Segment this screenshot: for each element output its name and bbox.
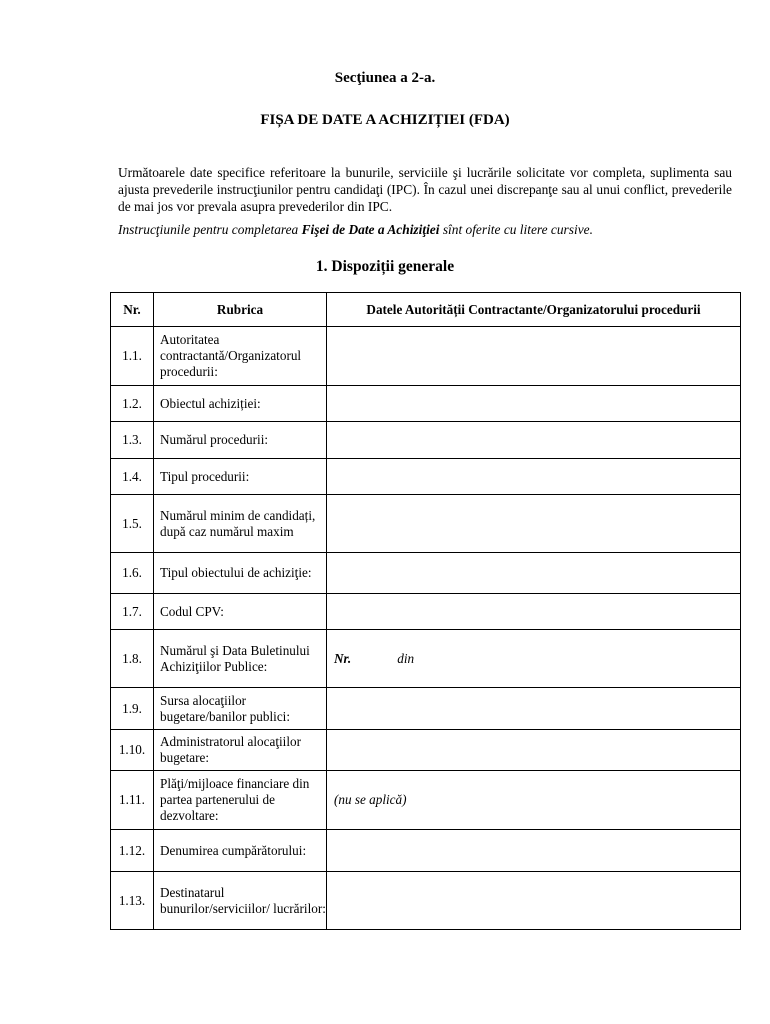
table-row xyxy=(111,872,741,930)
row-value[interactable] xyxy=(327,730,741,771)
row-label: Obiectul achiziției: xyxy=(154,386,327,422)
table-row xyxy=(111,830,741,872)
row-number: 1.3. xyxy=(111,422,154,459)
row-label: Numărul procedurii: xyxy=(154,422,327,459)
row-value[interactable] xyxy=(327,830,741,872)
row-number: 1.1. xyxy=(111,327,154,386)
row-number: 1.8. xyxy=(111,630,154,688)
table-row xyxy=(111,594,741,630)
table-row xyxy=(111,553,741,594)
row-label: Autoritatea contractantă/Organizatorul procedurii: xyxy=(154,327,327,386)
row-number: 1.11. xyxy=(111,771,154,830)
table-row xyxy=(111,730,741,771)
row-value[interactable] xyxy=(327,327,741,386)
row-label: Plăţi/mijloace financiare din partea partenerului de dezvoltare: xyxy=(154,771,327,830)
row-value[interactable] xyxy=(327,422,741,459)
row-label: Codul CPV: xyxy=(154,594,327,630)
row-number: 1.2. xyxy=(111,386,154,422)
table-row xyxy=(111,422,741,459)
row-label: Sursa alocaţiilor bugetare/banilor publici: xyxy=(154,688,327,730)
row-value[interactable] xyxy=(327,688,741,730)
row-value[interactable] xyxy=(327,459,741,495)
row-number: 1.13. xyxy=(111,872,154,930)
header-date: Datele Autorității Contractante/Organizatorului procedurii xyxy=(327,293,741,327)
header-nr: Nr. xyxy=(111,293,154,327)
row-value[interactable] xyxy=(327,594,741,630)
row-value[interactable] xyxy=(327,630,741,688)
row-value[interactable] xyxy=(327,495,741,553)
value-din-label: din xyxy=(397,650,415,666)
row-number: 1.4. xyxy=(111,459,154,495)
instructions-tail: sînt oferite cu litere cursive. xyxy=(439,222,593,237)
row-value[interactable]: (nu se aplică) xyxy=(327,771,741,830)
section-heading: 1. Dispoziții generale xyxy=(315,258,455,275)
table-row xyxy=(111,688,741,730)
table-row xyxy=(111,386,741,422)
table-row xyxy=(111,495,741,553)
row-number: 1.6. xyxy=(111,553,154,594)
row-number: 1.10. xyxy=(111,730,154,771)
row-value[interactable] xyxy=(327,872,741,930)
intro-paragraph: Următoarele date specifice referitoare la bunurile, serviciile şi lucrările solicitate vor completa, suplimenta sau ajusta prevederile instrucţiunilor pentru candidaţi (IPC). În cazul unei discrepanţe sau al unui conflict, prevederile de mai jos vor prevala asupra prevederilor din IPC. xyxy=(118,165,732,214)
instructions-text: Instrucţiunile pentru completarea xyxy=(118,222,302,237)
row-label: Denumirea cumpărătorului: xyxy=(154,830,327,872)
table-row xyxy=(111,459,741,495)
row-number: 1.12. xyxy=(111,830,154,872)
table-header-row xyxy=(111,293,741,327)
row-label: Numărul minim de candidați, după caz numărul maxim xyxy=(154,495,327,553)
header-rubrica: Rubrica xyxy=(154,293,327,327)
row-label: Numărul şi Data Buletinului Achiziţiilor Publice: xyxy=(154,630,327,688)
instructions-note xyxy=(118,222,738,238)
table-row xyxy=(111,630,741,688)
row-label: Tipul obiectului de achiziţie: xyxy=(154,553,327,594)
document-title: FIȘA DE DATE A ACHIZIȚIEI (FDA) xyxy=(260,112,510,128)
general-provisions-table xyxy=(110,292,741,930)
row-number: 1.7. xyxy=(111,594,154,630)
instructions-bold: Fişei de Date a Achiziţiei xyxy=(301,222,440,237)
row-label: Tipul procedurii: xyxy=(154,459,327,495)
value-nr-label: Nr. xyxy=(334,650,352,666)
row-value[interactable] xyxy=(327,553,741,594)
section-label: Secţiunea a 2-a. xyxy=(334,70,436,86)
row-number: 1.5. xyxy=(111,495,154,553)
row-label: Administratorul alocaţiilor bugetare: xyxy=(154,730,327,771)
table-row xyxy=(111,771,741,830)
row-number: 1.9. xyxy=(111,688,154,730)
table-row xyxy=(111,327,741,386)
row-value[interactable] xyxy=(327,386,741,422)
row-label: Destinatarul bunurilor/serviciilor/ lucrărilor: xyxy=(154,872,327,930)
